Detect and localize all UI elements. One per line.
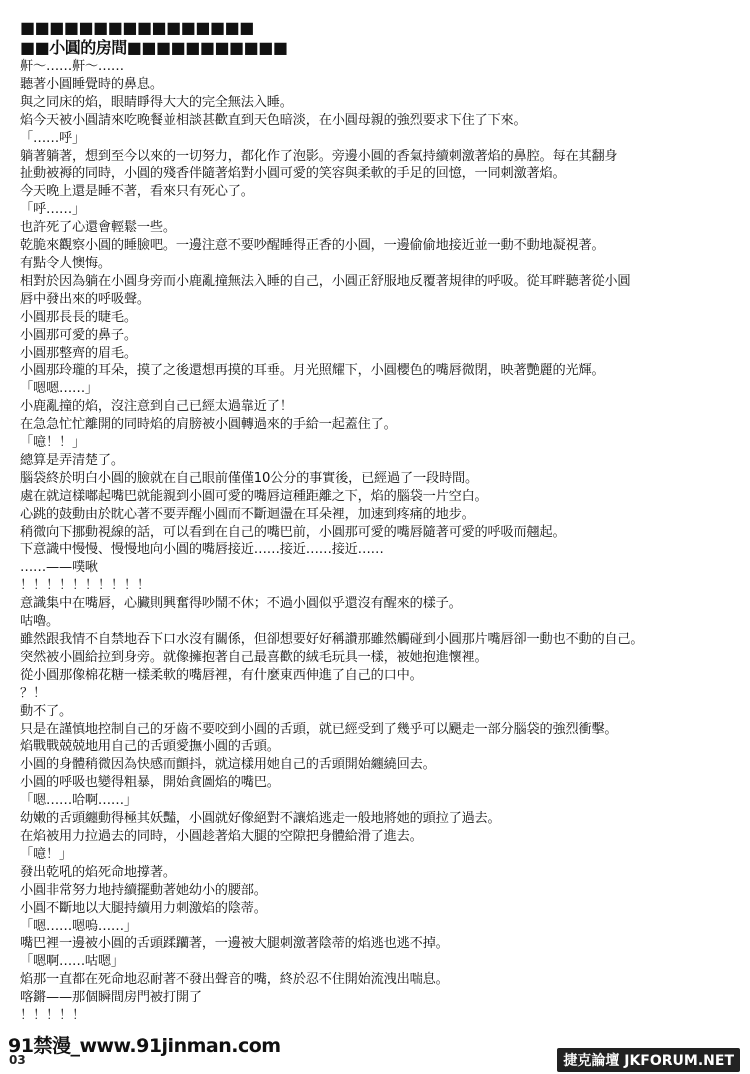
text-line: 「嗯……哈啊……」 bbox=[20, 793, 137, 809]
text-line: 小圓那玲瓏的耳朵，摸了之後還想再摸的耳垂。月光照耀下，小圓櫻色的嘴唇微閉，映著艷麗的光輝。 bbox=[20, 363, 605, 379]
text-line: 「……呼」 bbox=[20, 130, 85, 146]
site-watermark: 91禁漫_www.91jinman.com bbox=[8, 1035, 281, 1057]
text-line: 嘴巴裡一邊被小圓的舌頭蹂躪著，一邊被大腿刺激著陰蒂的焰逃也逃不掉。 bbox=[20, 936, 449, 952]
text-line: 也許死了心還會輕鬆一些。 bbox=[20, 220, 176, 236]
text-line: 小圓非常努力地持續擺動著她幼小的腰部。 bbox=[20, 882, 267, 898]
text-line: 小圓那可愛的鼻子。 bbox=[20, 327, 137, 343]
text-line: 焰那一直都在死命地忍耐著不發出聲音的嘴，終於忍不住開始流洩出喘息。 bbox=[20, 972, 449, 988]
text-line: 小鹿亂撞的焰，沒注意到自己已經太過靠近了！ bbox=[20, 399, 293, 415]
text-line: 稍微向下挪動視線的話，可以看到在自己的嘴巴前，小圓那可愛的嘴唇隨著可愛的呼吸而翹起。 bbox=[20, 524, 566, 540]
page-number: 03 bbox=[9, 1053, 26, 1067]
text-line: 小圓的身體稍微因為快感而顫抖，就這樣用她自己的舌頭開始纏繞回去。 bbox=[20, 757, 436, 773]
text-line: 聽著小圓睡覺時的鼻息。 bbox=[20, 76, 163, 92]
text-line: ！！！！！！！！！！ bbox=[20, 578, 150, 594]
body-text bbox=[20, 58, 732, 1025]
header-blocks-line: ■■■■■■■■■■■■■■■■ bbox=[20, 18, 254, 37]
text-line: 小圓的呼吸也變得粗暴，開始貪圖焰的嘴巴。 bbox=[20, 775, 280, 791]
text-line: 「嗯嗯……」 bbox=[20, 381, 98, 397]
text-line: 小圓那整齊的眉毛。 bbox=[20, 345, 137, 361]
text-line: ！！！！！ bbox=[20, 1008, 85, 1024]
section-title: ■■小圓的房間■■■■■■■■■■■ bbox=[20, 38, 288, 57]
text-line: 躺著躺著，想到至今以來的一切努力，都化作了泡影。旁邊小圓的香氣持續刺激著焰的鼻腔。每在其翻身 bbox=[20, 148, 618, 164]
text-line: 「嗯……嗯嗚……」 bbox=[20, 918, 137, 934]
text-line: 從小圓那像棉花糖一樣柔軟的嘴唇裡，有什麼東西伸進了自己的口中。 bbox=[20, 667, 423, 683]
text-line: 與之同床的焰，眼睛睜得大大的完全無法入睡。 bbox=[20, 94, 293, 110]
text-line: 只是在謹慎地控制自己的牙齒不要咬到小圓的舌頭，就已經受到了幾乎可以颶走一部分腦袋的強烈衝擊。 bbox=[20, 721, 618, 737]
text-line: 鼾～……鼾～…… bbox=[20, 59, 124, 74]
text-line: 幼嫩的舌頭纏動得極其妖豔，小圓就好像絕對不讓焰逃走一般地將她的頭拉了過去。 bbox=[20, 811, 501, 827]
text-line: 小圓不斷地以大腿持續用力刺激焰的陰蒂。 bbox=[20, 900, 267, 916]
text-line: 扯動被褥的同時，小圓的殘香伴隨著焰對小圓可愛的笑容與柔軟的手足的回憶，一同刺激著焰。 bbox=[20, 166, 566, 182]
document-page bbox=[20, 18, 732, 1025]
text-line: 唇中發出來的呼吸聲。 bbox=[20, 291, 150, 307]
text-line: 在急急忙忙離開的同時焰的肩膀被小圓轉過來的手給一起蓋住了。 bbox=[20, 417, 397, 433]
text-line: ？！ bbox=[20, 685, 46, 701]
text-line: ……——噗啾 bbox=[20, 560, 98, 576]
text-line: 焰今天被小圓請來吃晚餐並相談甚歡直到天色暗淡，在小圓母親的強烈要求下住了下來。 bbox=[20, 112, 527, 128]
text-line: 動不了。 bbox=[20, 703, 72, 719]
text-line: 咕嚕。 bbox=[20, 614, 59, 630]
text-line: 喀鏘——那個瞬間房門被打開了 bbox=[20, 990, 202, 1006]
text-line: 發出乾吼的焰死命地撐著。 bbox=[20, 864, 176, 880]
text-line: 「嗯啊……咕嗯」 bbox=[20, 954, 124, 970]
text-line: 小圓那長長的睫毛。 bbox=[20, 309, 137, 325]
text-line: 焰戰戰兢兢地用自己的舌頭愛撫小圓的舌頭。 bbox=[20, 739, 280, 755]
text-line: 「噫！」 bbox=[20, 846, 72, 862]
text-line: 處在就這樣嘟起嘴巴就能親到小圓可愛的嘴唇這種距離之下，焰的腦袋一片空白。 bbox=[20, 488, 488, 504]
text-line: 突然被小圓給拉到身旁。就像擁抱著自己最喜歡的絨毛玩具一樣，被她抱進懷裡。 bbox=[20, 649, 488, 665]
text-line: 相對於因為躺在小圓身旁而小鹿亂撞無法入睡的自己，小圓正舒服地反覆著規律的呼吸。從耳畔聽著從小圓 bbox=[20, 273, 631, 289]
text-line: 雖然跟我情不自禁地吞下口水沒有關係，但卻想要好好稱讚那雖然觸碰到小圓那片嘴唇卻一動也不動的自己。 bbox=[20, 632, 644, 647]
forum-watermark: 捷克論壇 JKFORUM.NET bbox=[557, 1048, 740, 1072]
text-line: 乾脆來觀察小圓的睡臉吧。一邊注意不要吵醒睡得正香的小圓，一邊偷偷地接近並一動不動地凝視著。 bbox=[20, 238, 605, 254]
text-line: 下意識中慢慢、慢慢地向小圓的嘴唇接近……接近……接近…… bbox=[20, 542, 384, 558]
text-line: 「呼……」 bbox=[20, 202, 85, 218]
text-line: 總算是弄清楚了。 bbox=[20, 452, 124, 468]
text-line: 「噫！！」 bbox=[20, 435, 85, 451]
text-line: 今天晚上還是睡不著，看來只有死心了。 bbox=[20, 184, 254, 200]
text-line: 在焰被用力拉過去的同時，小圓趁著焰大腿的空隙把身體給滑了進去。 bbox=[20, 828, 423, 844]
text-line: 心跳的鼓動由於眈心著不要弄醒小圓而不斷迴盪在耳朵裡，加速到疼痛的地步。 bbox=[20, 506, 475, 522]
text-line: 腦袋終於明白小圓的臉就在自己眼前僅僅10公分的事實後，已經過了一段時間。 bbox=[20, 470, 478, 486]
text-line: 意識集中在嘴唇，心臟則興奮得吵鬧不休；不過小圓似乎還沒有醒來的樣子。 bbox=[20, 596, 462, 612]
text-line: 有點令人懊悔。 bbox=[20, 255, 111, 271]
